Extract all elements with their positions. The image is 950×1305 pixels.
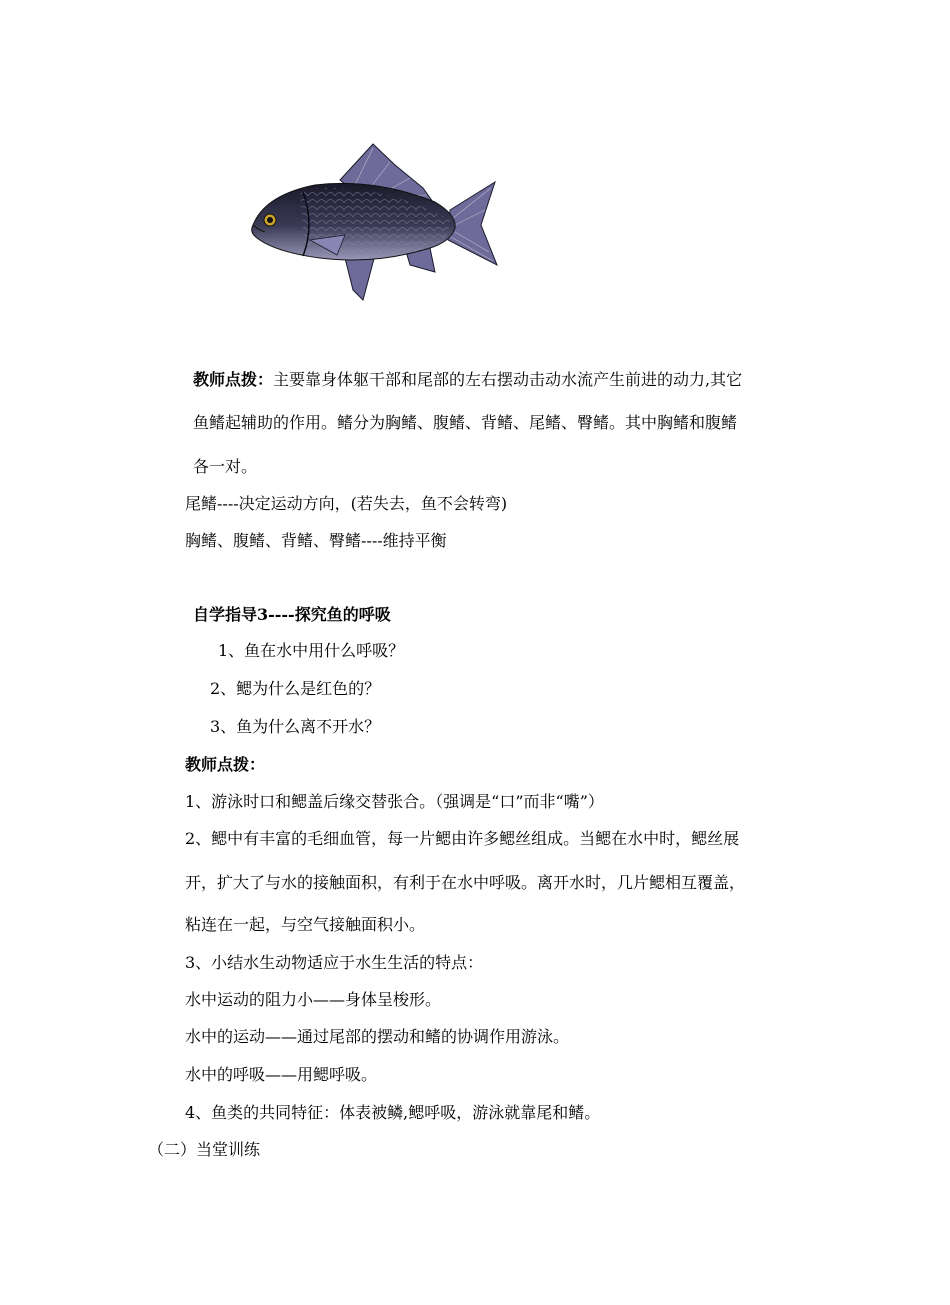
guide3-question-2: 2、鳃为什么是红色的？ (210, 679, 381, 698)
guide3-question-1: 1、鱼在水中用什么呼吸？ (218, 641, 405, 660)
summary-line-3: 水中的呼吸——用鳃呼吸。 (185, 1065, 378, 1084)
guide3-title: 自学指导3----探究鱼的呼吸 (193, 605, 391, 624)
teacher-note-line2: 鱼鳍起辅助的作用。鳍分为胸鳍、腹鳍、背鳍、尾鳍、臀鳍。其中胸鳍和腹鳍 (193, 413, 738, 432)
summary-line-2: 水中的运动——通过尾部的摆动和鳍的协调作用游泳。 (185, 1027, 570, 1046)
teacher-note2-point4: 4、鱼类的共同特征：体表被鳞,鳃呼吸，游泳就靠尾和鳍。 (185, 1103, 601, 1122)
pelvic-fin (345, 255, 375, 300)
summary-line-1: 水中运动的阻力小——身体呈梭形。 (185, 990, 442, 1009)
teacher-note2-point1: 1、游泳时口和鳃盖后缘交替张合。（强调是“口”而非“嘴”） (185, 792, 604, 811)
teacher-note-line1 (193, 370, 742, 390)
fish-illustration (245, 140, 500, 305)
teacher-note-text: 主要靠身体躯干部和尾部的左右摆动击动水流产生前进的动力,其它 (273, 370, 743, 389)
tail-fin-note: 尾鳍----决定运动方向，(若失去，鱼不会转弯) (185, 494, 508, 513)
teacher-note-line3: 各一对。 (193, 457, 258, 476)
guide3-question-3: 3、鱼为什么离不开水？ (210, 717, 381, 736)
section-heading-practice: （二）当堂训练 (148, 1140, 261, 1159)
other-fins-note: 胸鳍、腹鳍、背鳍、臀鳍----维持平衡 (185, 531, 447, 550)
teacher-note2-label: 教师点拨： (185, 755, 266, 774)
teacher-note2-point2-line2: 开，扩大了与水的接触面积，有利于在水中呼吸。离开水时，几片鳃相互覆盖， (185, 873, 746, 892)
teacher-note2-point2-line1: 2、鳃中有丰富的毛细血管，每一片鳃由许多鳃丝组成。当鳃在水中时，鳃丝展 (185, 829, 740, 848)
teacher-note2-point2-line3: 粘连在一起，与空气接触面积小。 (185, 915, 426, 934)
teacher-note2-point3: 3、小结水生动物适应于水生生活的特点： (185, 953, 484, 972)
teacher-note-label: 教师点拨： (193, 370, 274, 389)
